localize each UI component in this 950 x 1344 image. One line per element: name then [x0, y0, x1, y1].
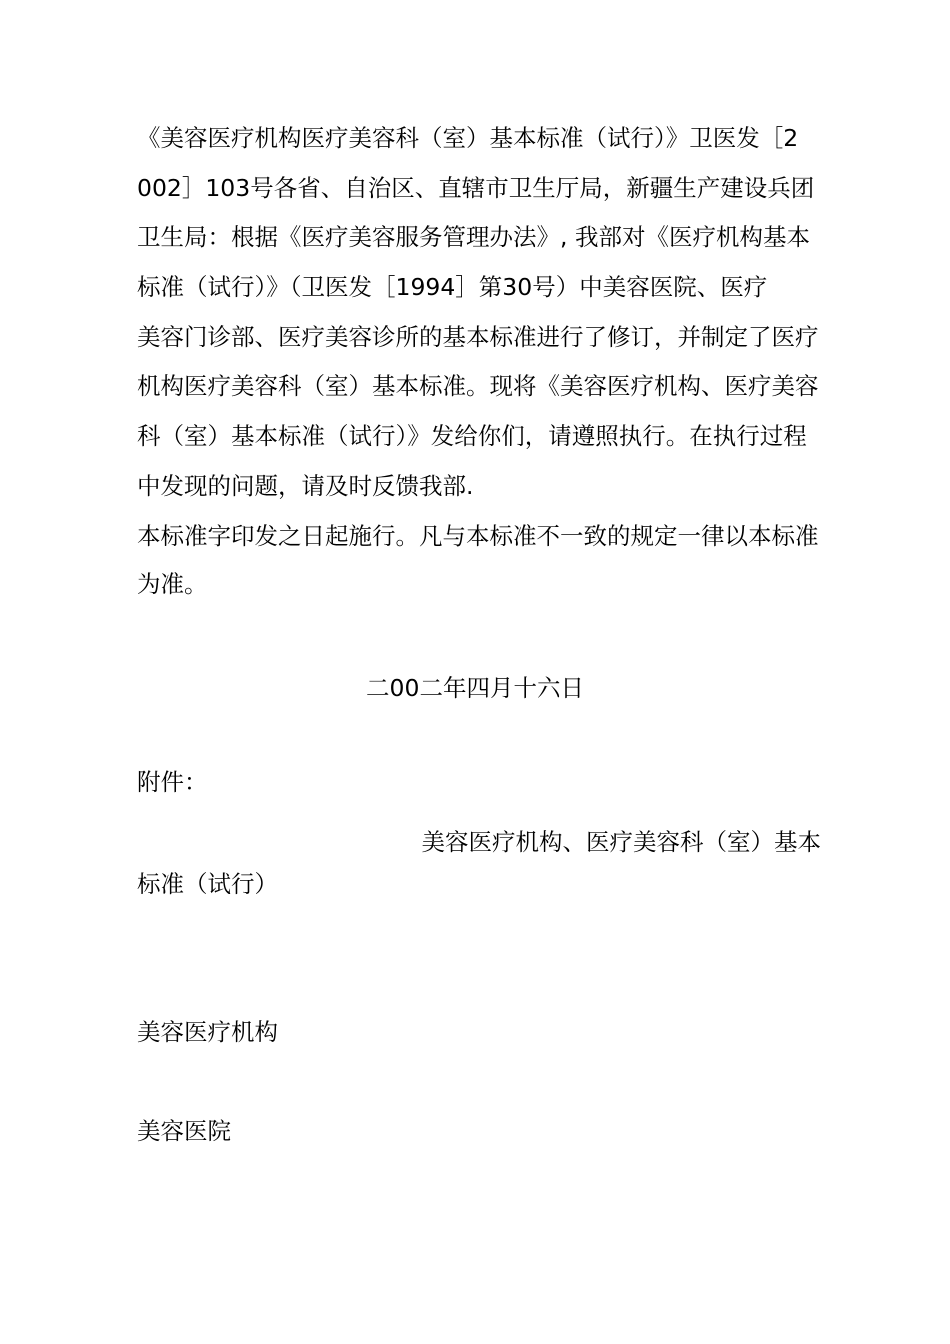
- effective-paragraph: [137, 512, 821, 608]
- notice-line: 中发现的问题，请及时反馈我部.: [137, 471, 474, 500]
- attachment-title-line2: 标准（试行）: [137, 870, 278, 898]
- notice-paragraph: [137, 114, 821, 512]
- section-heading-beauty-hospital: 美容医院: [137, 1117, 231, 1145]
- issue-date: 二00二年四月十六日: [366, 674, 584, 702]
- attachment-title-line1: 美容医疗机构、医疗美容科（室）基本: [421, 828, 821, 856]
- notice-line: 美容门诊部、医疗美容诊所的基本标准进行了修订，并制定了医疗: [137, 322, 819, 351]
- notice-line: 科（室）基本标准（试行）》发给你们，请遵照执行。在执行过程: [137, 422, 807, 451]
- notice-line: 标准（试行）》（卫医发［1994］第30号）中美容医院、医疗: [137, 273, 768, 302]
- section-heading-beauty-institutions: 美容医疗机构: [137, 1018, 278, 1046]
- notice-line: 002］103号各省、自治区、直辖市卫生厅局，新疆生产建设兵团: [137, 173, 815, 202]
- attachment-label: 附件：: [137, 768, 208, 796]
- effective-line: 本标准字印发之日起施行。凡与本标准不一致的规定一律以本标准: [137, 522, 819, 550]
- effective-line: 为准。: [137, 570, 208, 598]
- notice-line: 《美容医疗机构医疗美容科（室）基本标准（试行）》卫医发［2: [137, 124, 799, 152]
- notice-line: 卫生局：根据《医疗美容服务管理办法》, 我部对《医疗机构基本: [137, 223, 810, 252]
- notice-line: 机构医疗美容科（室）基本标准。现将《美容医疗机构、医疗美容: [137, 372, 819, 401]
